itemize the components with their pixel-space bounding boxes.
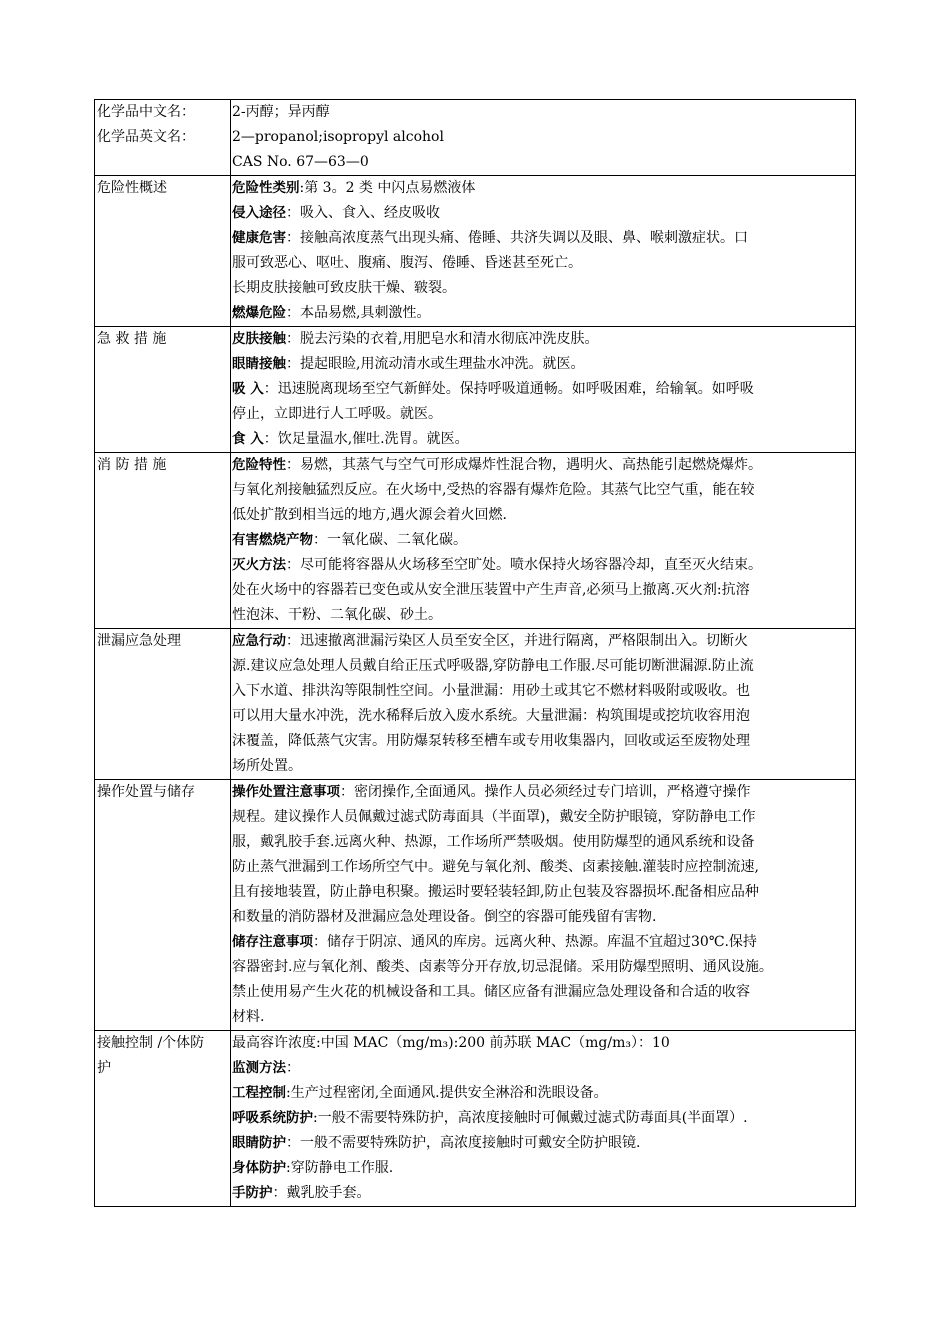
- health-hazard-line-2: 服可致恶心、呕吐、腹痛、腹泻、倦睡、昏迷甚至死亡。: [232, 255, 582, 271]
- exposure-routes-value: ：吸入、食入、经皮吸收: [286, 205, 440, 221]
- spill-line-5: 沫覆盖，降低蒸气灾害。用防爆泵转移至槽车或专用收集器内，回收或运至废物处理: [232, 733, 750, 749]
- operation-notes: [232, 780, 855, 805]
- eye-contact-value: ：提起眼睑,用流动清水或生理盐水冲洗。就医。: [286, 356, 585, 372]
- operation-line-2: 规程。建议操作人员佩戴过滤式防毒面具（半面罩)，戴安全防护眼镜，穿防静电工作: [232, 809, 756, 825]
- spill-line-6: 场所处置。: [232, 758, 302, 774]
- eye-contact-key: 眼睛接触: [232, 356, 286, 372]
- hazard-properties-line-2: 与氧化剂接触猛烈反应。在火场中,受热的容器有爆炸危险。其蒸气比空气重，能在较: [232, 482, 755, 498]
- storage-line-4: 材料.: [232, 1009, 265, 1025]
- hazard-properties-key: 危险特性: [232, 457, 286, 473]
- hazard-content: [231, 176, 856, 327]
- spill-content: [231, 629, 856, 780]
- exposure-routes: [232, 201, 855, 226]
- health-hazard-line-3: 长期皮肤接触可致皮肤干燥、皲裂。: [232, 280, 456, 296]
- spill-line-1: ：迅速撤离泄漏污染区人员至安全区，并进行隔离，严格限制出入。切断火: [286, 633, 748, 649]
- storage-line-1: ：储存于阴凉、通风的库房。远离火种、热源。库温不宜超过30℃.保持: [313, 934, 757, 950]
- cn-name-label: 化学品中文名：: [97, 104, 195, 120]
- spill-line-3: 入下水道、排洪沟等限制性空间。小量泄漏：用砂土或其它不燃材料吸附或吸收。也: [232, 683, 750, 699]
- hazard-category-value: :第 3。2 类 中闪点易燃液体: [299, 180, 476, 196]
- monitoring-method: [232, 1056, 855, 1081]
- spill-row: [95, 629, 856, 780]
- emergency-action: [232, 629, 855, 654]
- hazard-category: [232, 176, 855, 201]
- spill-line-4: 可以用大量水冲洗，洗水稀释后放入废水系统。大量泄漏：构筑围堤或挖坑收容用泡: [232, 708, 750, 724]
- fire-fighting-row: [95, 453, 856, 629]
- mac-limits: 最高容许浓度:中国 MAC（mg/m₃):200 前苏联 MAC（mg/m₃）：10: [232, 1035, 670, 1051]
- eye-protection: [232, 1131, 855, 1156]
- eye-protection-value: ：一般不需要特殊防护，高浓度接触时可戴安全防护眼镜.: [286, 1135, 641, 1151]
- extinguishing-method-line-3: 性泡沫、干粉、二氧化碳、砂土。: [232, 607, 442, 623]
- fire-fighting-content: [231, 453, 856, 629]
- health-hazard-key: 健康危害: [232, 230, 286, 246]
- fire-hazard-value: ：本品易燃,具刺激性。: [286, 305, 431, 321]
- respiratory-protection-value: :一般不需要特殊防护，高浓度接触时可佩戴过滤式防毒面具(半面罩）.: [313, 1110, 748, 1126]
- handling-label: 操作处置与储存: [95, 780, 231, 1031]
- handling-row: [95, 780, 856, 1031]
- skin-contact-value: ：脱去污染的衣着,用肥皂水和清水彻底冲洗皮肤。: [286, 331, 599, 347]
- skin-contact-key: 皮肤接触: [232, 331, 286, 347]
- handling-content: [231, 780, 856, 1031]
- first-aid-label: 急 救 措 施: [95, 327, 231, 453]
- cn-name-value: 2-丙醇；异丙醇: [232, 104, 330, 120]
- first-aid-row: [95, 327, 856, 453]
- en-name-value: 2—propanol;isopropyl alcohol: [232, 129, 444, 145]
- body-protection-key: 身体防护: [232, 1160, 286, 1176]
- hazard-properties-line-3: 低处扩散到相当远的地方,遇火源会着火回燃.: [232, 507, 507, 523]
- eye-contact: [232, 352, 855, 377]
- hazard-properties: [232, 453, 855, 478]
- spill-label: 泄漏应急处理: [95, 629, 231, 780]
- operation-line-4: 防止蒸气泄漏到工作场所空气中。避免与氧化剂、酸类、卤素接触.灌装时应控制流速,: [232, 859, 759, 875]
- extinguishing-method-line-1: ：尽可能将容器从火场移至空旷处。喷水保持火场容器冷却，直至灭火结束。: [286, 557, 762, 573]
- ingestion: [232, 427, 855, 452]
- hand-protection-value: ：戴乳胶手套。: [272, 1185, 371, 1201]
- operation-line-1: ：密闭操作,全面通风。操作人员必须经过专门培训，严格遵守操作: [340, 784, 751, 800]
- extinguishing-method-key: 灭火方法: [232, 557, 286, 573]
- storage-notes-key: 储存注意事项: [232, 934, 313, 950]
- engineering-control-value: :生产过程密闭,全面通风.提供安全淋浴和洗眼设备。: [286, 1085, 608, 1101]
- skin-contact: [232, 327, 855, 352]
- operation-line-5: 且有接地装置，防止静电积聚。搬运时要轻装轻卸,防止包装及容器损坏.配备相应品种: [232, 884, 759, 900]
- storage-line-3: 禁止使用易产生火花的机械设备和工具。储区应备有泄漏应急处理设备和合适的收容: [232, 984, 750, 1000]
- health-hazard-line-1: ：接触高浓度蒸气出现头痛、倦睡、共济失调以及眼、鼻、喉刺激症状。口: [286, 230, 748, 246]
- combustion-products: [232, 528, 855, 553]
- operation-line-3: 服，戴乳胶手套.远离火种、热源，工作场所严禁吸烟。使用防爆型的通风系统和设备: [232, 834, 755, 850]
- hazard-properties-line-1: ：易燃，其蒸气与空气可形成爆炸性混合物，遇明火、高热能引起燃烧爆炸。: [286, 457, 762, 473]
- en-name-label: 化学品英文名：: [97, 129, 195, 145]
- exposure-routes-key: 侵入途径: [232, 205, 286, 221]
- monitoring-method-key: 监测方法: [232, 1060, 286, 1076]
- monitoring-method-value: ：: [286, 1060, 300, 1076]
- respiratory-protection-key: 呼吸系统防护: [232, 1110, 313, 1126]
- operation-line-6: 和数量的消防器材及泄漏应急处理设备。倒空的容器可能残留有害物.: [232, 909, 657, 925]
- combustion-products-key: 有害燃烧产物: [232, 532, 313, 548]
- identity-row: [95, 100, 856, 176]
- respiratory-protection: [232, 1106, 855, 1131]
- fire-hazard: [232, 301, 855, 326]
- msds-table: [94, 99, 856, 1207]
- hand-protection: [232, 1181, 855, 1206]
- operation-notes-key: 操作处置注意事项: [232, 784, 340, 800]
- inhalation-line-2: 停止，立即进行人工呼吸。就医。: [232, 406, 442, 422]
- inhalation: [232, 377, 855, 402]
- first-aid-content: [231, 327, 856, 453]
- exposure-content: [231, 1031, 856, 1207]
- exposure-row: [95, 1031, 856, 1207]
- combustion-products-value: ：一氧化碳、二氧化碳。: [313, 532, 467, 548]
- storage-line-2: 容器密封.应与氧化剂、酸类、卤素等分开存放,切忌混储。采用防爆型照明、通风设施。: [232, 959, 773, 975]
- extinguishing-method: [232, 553, 855, 578]
- fire-hazard-key: 燃爆危险: [232, 305, 286, 321]
- ingestion-key: 食 入: [232, 431, 264, 447]
- identity-label-cell: [95, 100, 231, 176]
- eye-protection-key: 眼睛防护: [232, 1135, 286, 1151]
- inhalation-line-1: ：迅速脱离现场至空气新鲜处。保持呼吸道通畅。如呼吸困难，给输氧。如呼吸: [263, 381, 754, 397]
- body-protection: [232, 1156, 855, 1181]
- hazard-label: 危险性概述: [95, 176, 231, 327]
- hand-protection-key: 手防护: [232, 1185, 273, 1201]
- inhalation-key: 吸 入: [232, 381, 264, 397]
- fire-fighting-label: 消 防 措 施: [95, 453, 231, 629]
- health-hazard: [232, 226, 855, 251]
- emergency-action-key: 应急行动: [232, 633, 286, 649]
- spill-line-2: 源.建议应急处理人员戴自给正压式呼吸器,穿防静电工作服.尽可能切断泄漏源.防止流: [232, 658, 754, 674]
- identity-value-cell: [231, 100, 856, 176]
- hazard-category-key: 危险性类别: [232, 180, 300, 196]
- engineering-control: [232, 1081, 855, 1106]
- engineering-control-key: 工程控制: [232, 1085, 286, 1101]
- hazard-row: [95, 176, 856, 327]
- cas-number: CAS No. 67—63—0: [232, 154, 369, 170]
- exposure-label-cell: [95, 1031, 231, 1207]
- body-protection-value: :穿防静电工作服.: [286, 1160, 394, 1176]
- ingestion-value: ：饮足量温水,催吐.洗胃。就医。: [263, 431, 469, 447]
- exposure-label-line-1: 接触控制 /个体防: [97, 1035, 205, 1051]
- exposure-label-line-2: 护: [97, 1060, 111, 1076]
- storage-notes: [232, 930, 855, 955]
- extinguishing-method-line-2: 处在火场中的容器若已变色或从安全泄压装置中产生声音,必须马上撤离.灭火剂:抗溶: [232, 582, 750, 598]
